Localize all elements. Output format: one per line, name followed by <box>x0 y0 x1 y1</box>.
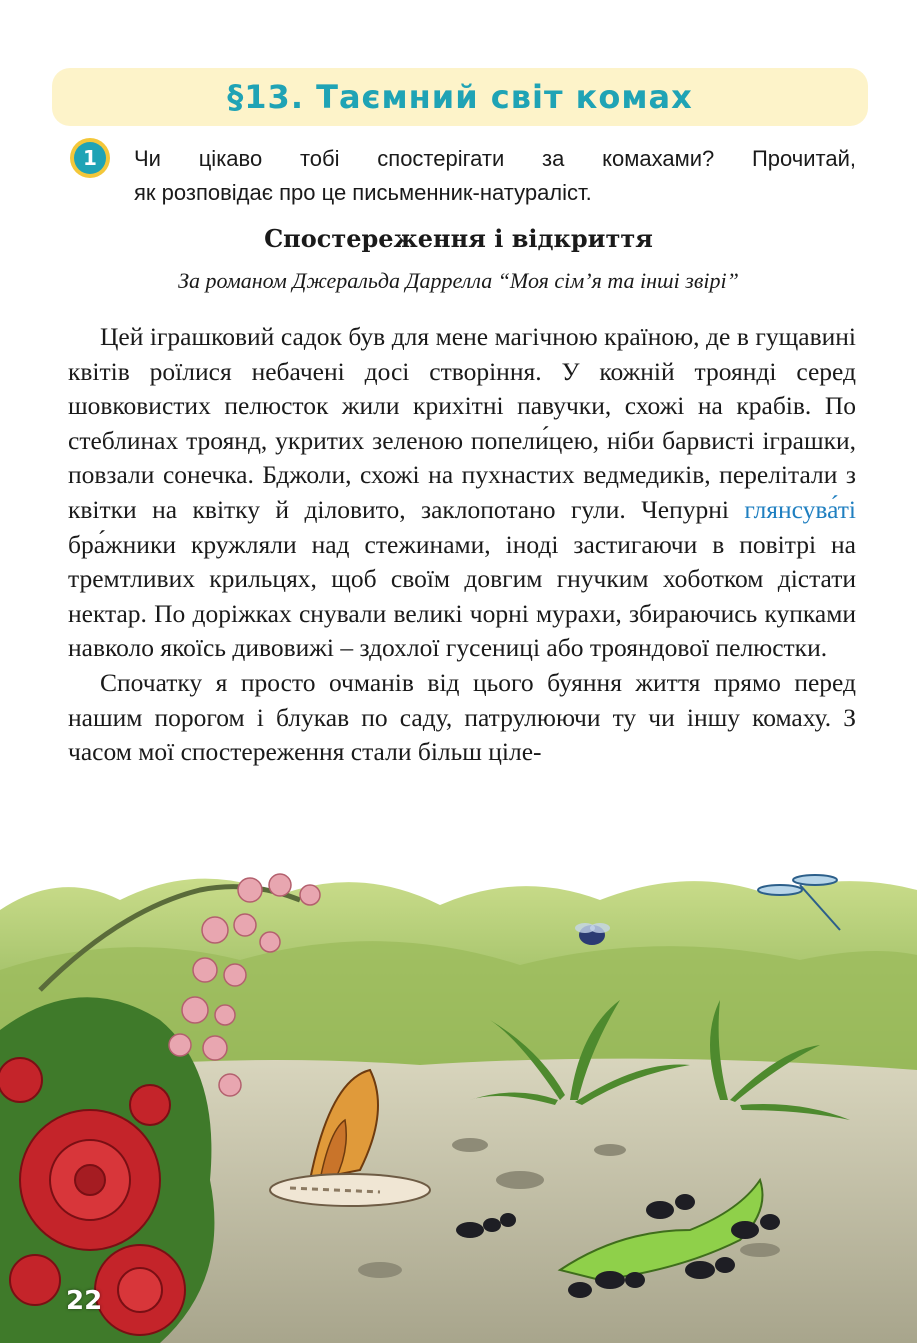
page-number: 22 <box>66 1286 103 1316</box>
paragraph-1 <box>68 320 856 666</box>
paragraph-1-end: бра́жники кружляли над стежинами, іноді застигаючи в повітрі на тремтливих крильцях, щоб своїм довгим гнучким хоботком дістати нектар. По доріжках снували великі чорні мурахи, збираючись купками навколо якоїсь дивовижі – здохлої гусениці або трояндової пелюстки. <box>68 529 856 663</box>
task-instruction <box>134 142 856 210</box>
garden-illustration <box>0 850 917 1343</box>
task-line-2: як розповідає про це письменник-натураліст. <box>134 180 592 205</box>
task-number: 1 <box>74 142 106 174</box>
section-title: §13. Таємний світ комах <box>227 78 693 116</box>
glossary-word[interactable]: глянсува́ті <box>744 494 857 524</box>
task-line-1: Чи цікаво тобі спостерігати за комахами? Прочитай, <box>134 146 856 171</box>
paragraph-1-start: Цей іграшковий садок був для мене магічною країною, де в гущавині квітів роїлися небачені досі створіння. У кожній троянді серед шовковистих пелюсток жили крихітні павучки, схожі на крабів. По стеблинах троянд, укритих зеленою попели́цею, ніби барвисті іграшки, повзали сонечка. Бджоли, схожі на пухнастих ведмедиків, перелітали з квітки на квітку й діловито, заклопотано гули. Чепурні <box>68 322 856 524</box>
story-subtitle: За романом Джеральда Даррелла “Моя сім’я та інші звірі” <box>178 268 739 293</box>
task-number-badge <box>70 138 110 178</box>
section-title-banner <box>52 68 868 126</box>
paragraph-2: Спочатку я просто очманів від цього буяння життя прямо перед нашим порогом і блукав по саду, патрулюючи ту чи іншу комаху. З часом мої спостереження стали більш ціле- <box>68 667 856 767</box>
story-title: Спостереження і відкриття <box>264 224 653 253</box>
story-text <box>68 320 856 770</box>
